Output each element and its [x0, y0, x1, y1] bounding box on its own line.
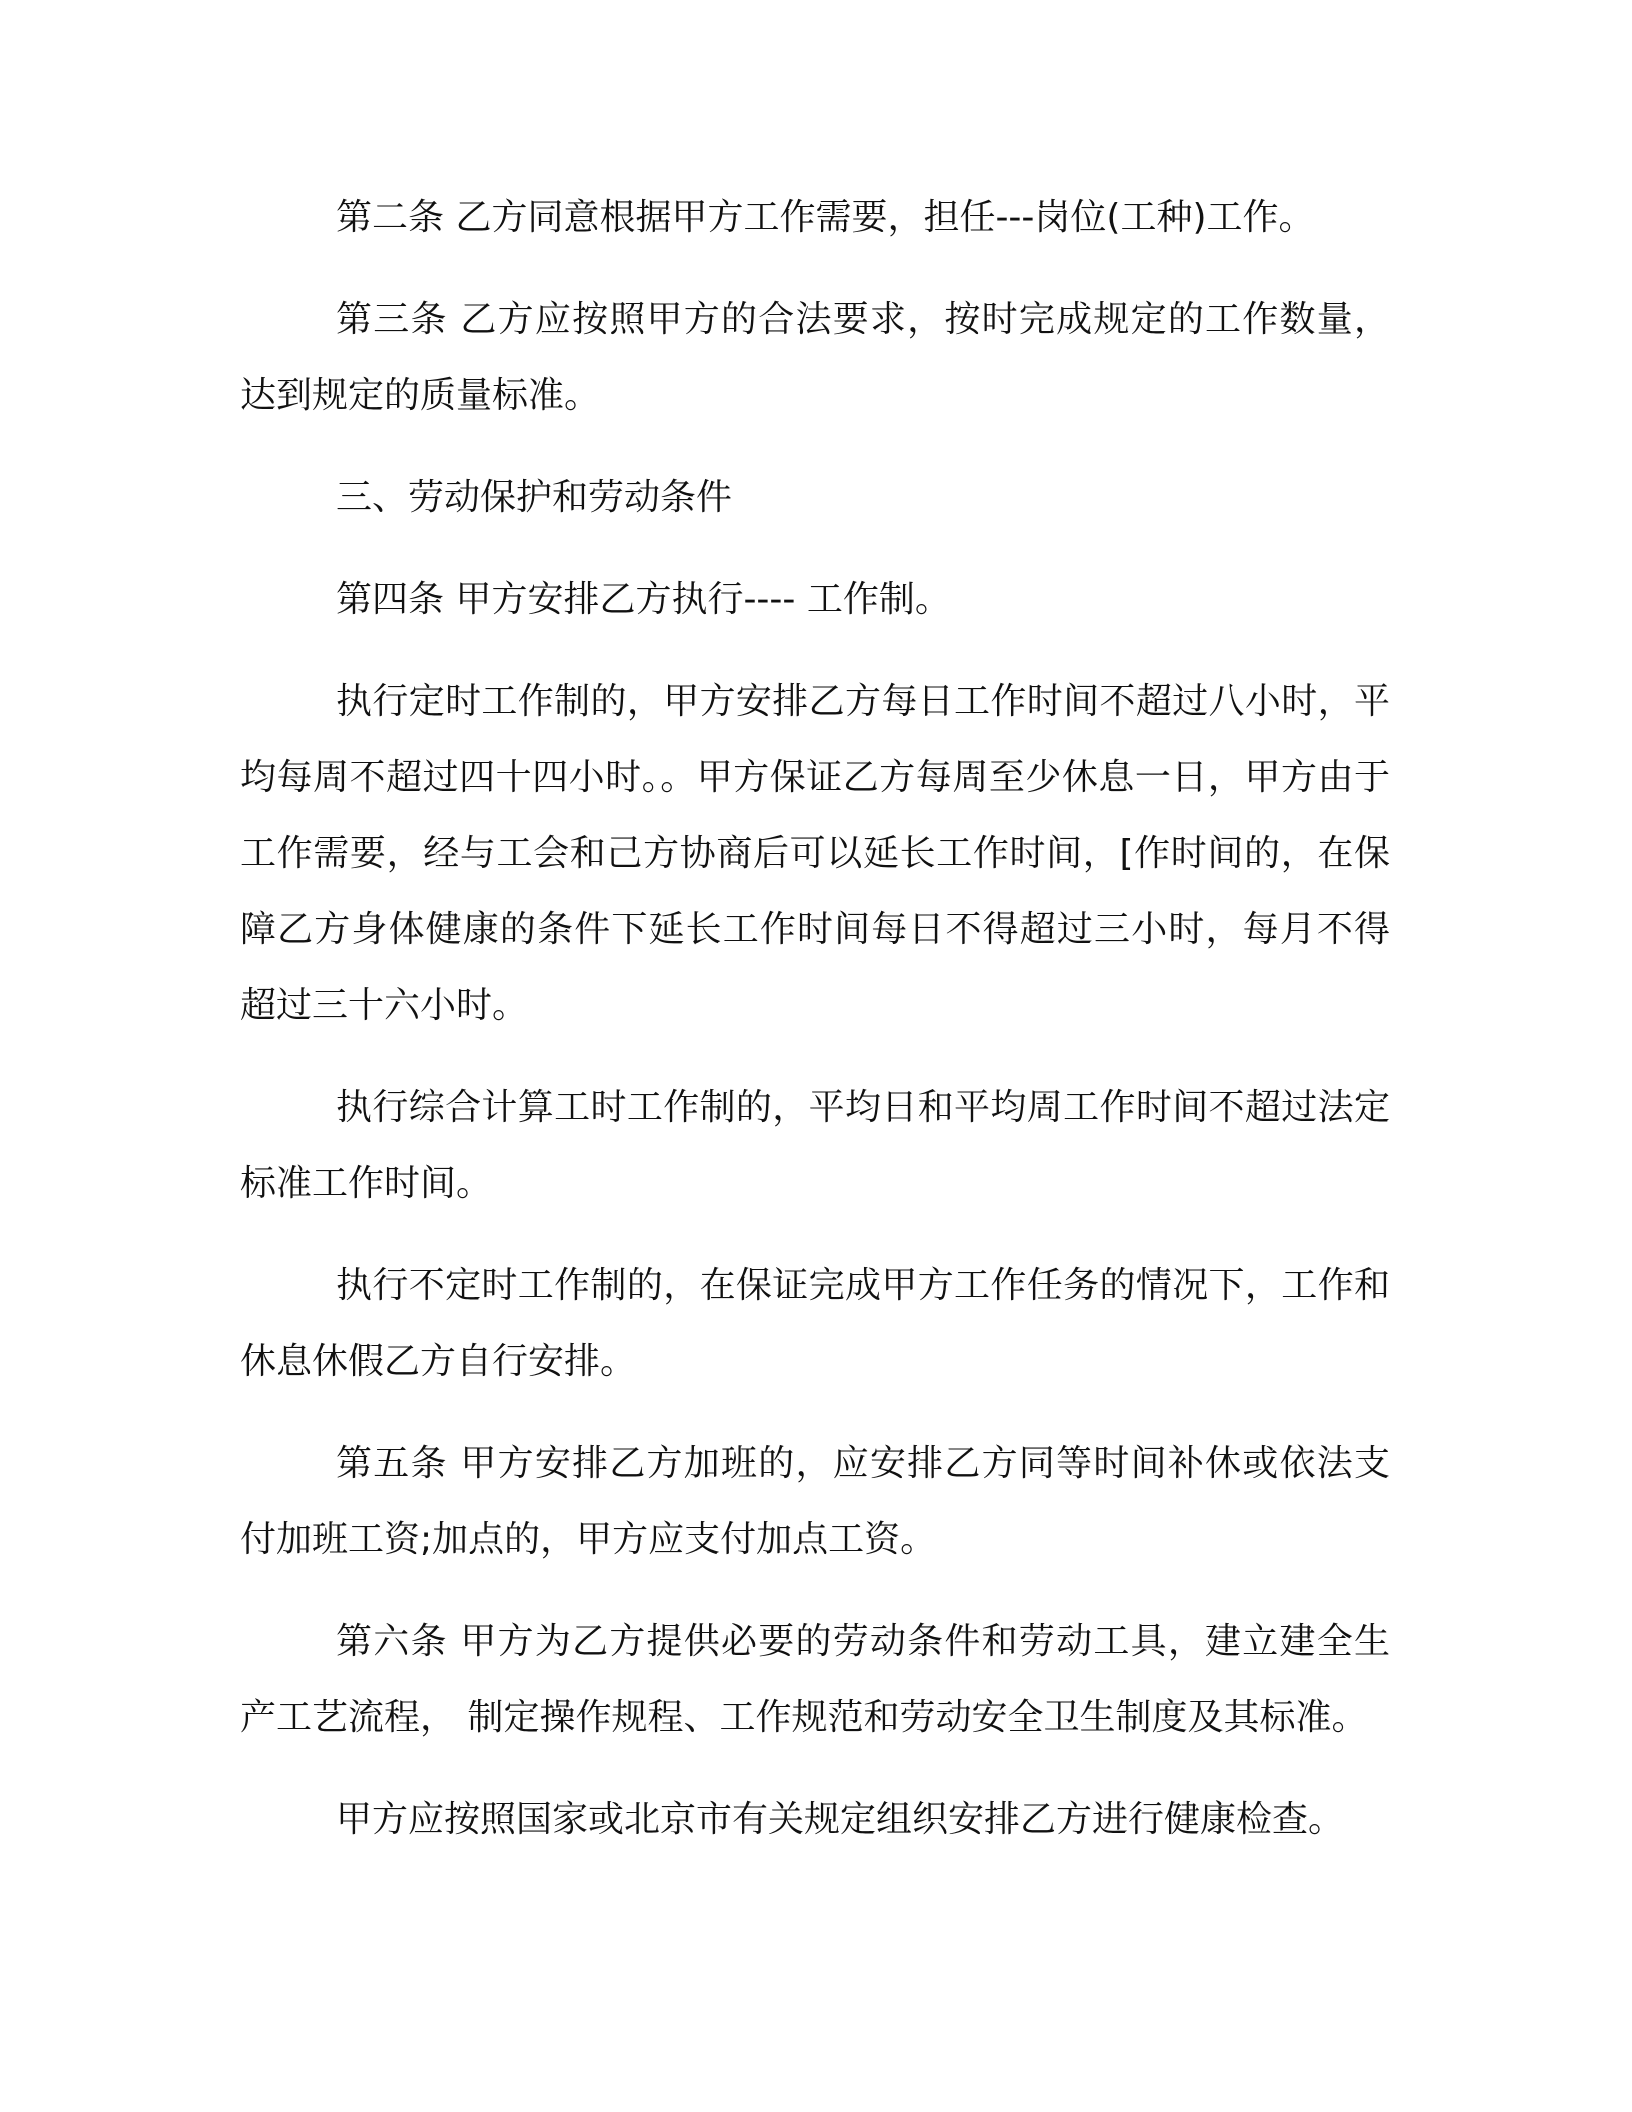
document-body: [240, 180, 1390, 1884]
health-check-paragraph: 甲方应按照国家或北京市有关规定组织安排乙方进行健康检查。: [336, 1799, 1345, 1840]
article-4-paragraph: 第四条 甲方安排乙方执行---- 工作制。: [336, 579, 951, 620]
article-3-paragraph: 第三条 乙方应按照甲方的合法要求，按时完成规定的工作数量，达到规定的质量标准。: [240, 299, 1390, 416]
flexible-hours-paragraph: 执行不定时工作制的，在保证完成甲方工作任务的情况下，工作和休息休假乙方自行安排。: [240, 1265, 1390, 1382]
section-3-heading: 三、劳动保护和劳动条件: [336, 477, 733, 518]
article-5-paragraph: 第五条 甲方安排乙方加班的，应安排乙方同等时间补休或依法支付加班工资;加点的，甲方应支付加点工资。: [240, 1443, 1390, 1560]
comprehensive-hours-paragraph: 执行综合计算工时工作制的，平均日和平均周工作时间不超过法定标准工作时间。: [240, 1087, 1390, 1204]
article-6-paragraph: 第六条 甲方为乙方提供必要的劳动条件和劳动工具，建立建全生产工艺流程， 制定操作规程、工作规范和劳动安全卫生制度及其标准。: [240, 1621, 1390, 1738]
article-2-paragraph: 第二条 乙方同意根据甲方工作需要，担任---岗位(工种)工作。: [336, 197, 1315, 238]
fixed-hours-paragraph: 执行定时工作制的，甲方安排乙方每日工作时间不超过八小时，平均每周不超过四十四小时。。甲方保证乙方每周至少休息一日，甲方由于工作需要，经与工会和己方协商后可以延长工作时间，[作时间的，在保障乙方身体健康的条件下延长工作时间每日不得超过三小时，每月不得超过三十六小时。: [240, 681, 1390, 1026]
